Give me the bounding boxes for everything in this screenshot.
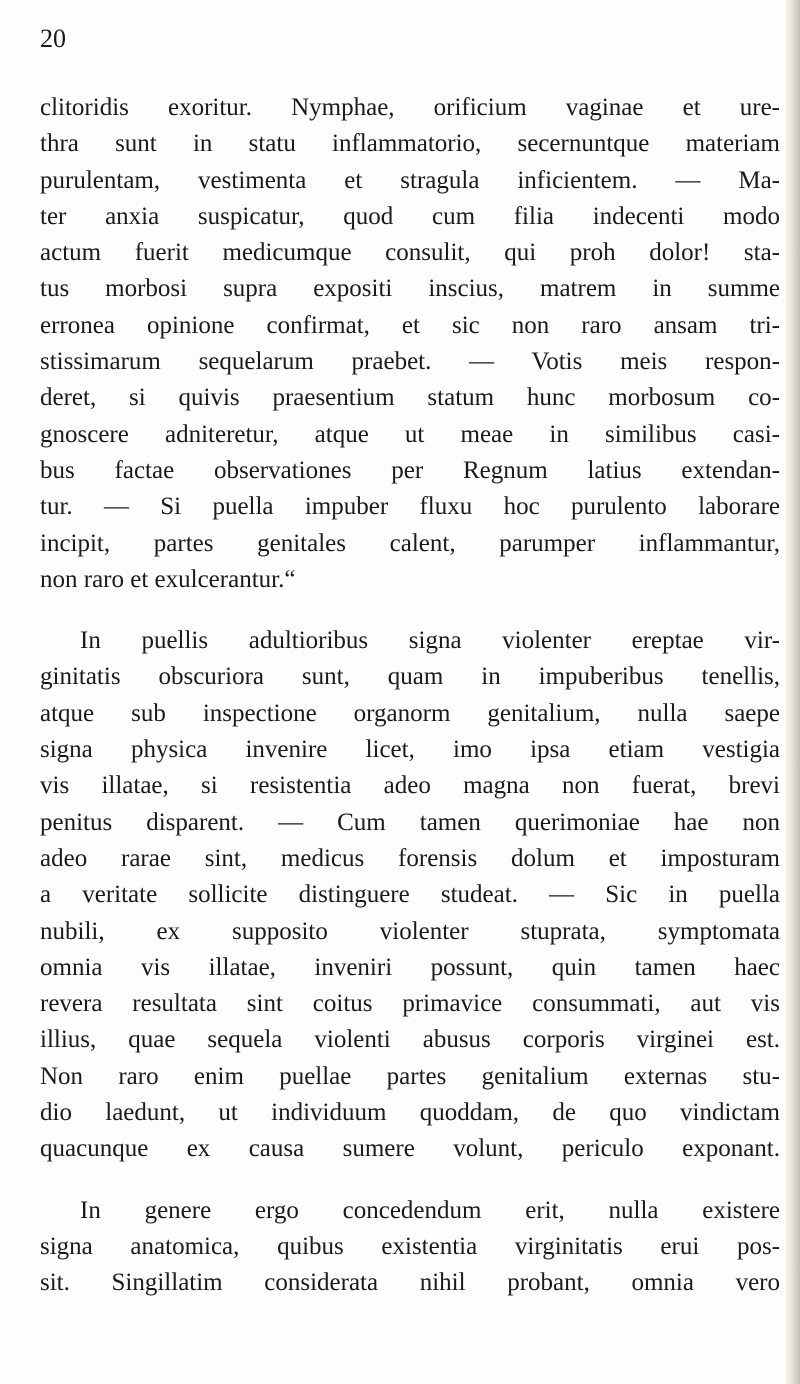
paragraph-1 (40, 90, 780, 598)
text-line: gnoscere adniteretur, atque ut meae in similibus casi- (40, 420, 780, 448)
text-line: dio laedunt, ut individuum quoddam, de quo vindictam (40, 1099, 780, 1127)
body-text (40, 90, 780, 1302)
text-line: ter anxia suspicatur, quod cum filia indecenti modo (40, 202, 780, 230)
text-line: atque sub inspectione organorm genitalium, nulla saepe (40, 699, 780, 727)
text-line: deret, si quivis praesentium statum hunc morbosum co- (40, 384, 780, 412)
text-line: sit. Singillatim considerata nihil probant, omnia vero (40, 1269, 780, 1297)
paragraph-3 (40, 1193, 780, 1302)
text-line: signa physica invenire licet, imo ipsa etiam vestigia (40, 736, 780, 764)
text-line: In puellis adultioribus signa violenter ereptae vir- (80, 627, 780, 655)
text-line: Non raro enim puellae partes genitalium externas stu- (40, 1062, 780, 1090)
page-edge-shadow (786, 0, 800, 1384)
page-number: 20 (40, 24, 66, 53)
text-line: bus factae observationes per Regnum latius extendan- (40, 456, 780, 484)
text-line: tur. — Si puella impuber fluxu hoc purulento laborare (40, 493, 780, 521)
text-line: adeo rarae sint, medicus forensis dolum et imposturam (40, 844, 780, 872)
text-line: penitus disparent. — Cum tamen querimoniae hae non (40, 808, 780, 836)
text-line: illius, quae sequela violenti abusus corporis virginei est. (40, 1026, 780, 1054)
text-line: stissimarum sequelarum praebet. — Votis meis respon- (40, 348, 780, 376)
paragraph-2 (40, 623, 780, 1167)
text-line: actum fuerit medicumque consulit, qui proh dolor! sta- (40, 239, 780, 267)
text-line: purulentam, vestimenta et stragula inficientem. — Ma- (40, 166, 780, 194)
text-line: a veritate sollicite distinguere studeat. — Sic in puella (40, 881, 780, 909)
text-line: omnia vis illatae, inveniri possunt, quin tamen haec (40, 953, 780, 981)
text-line: incipit, partes genitales calent, parumper inflammantur, (40, 529, 780, 557)
text-line: In genere ergo concedendum erit, nulla existere (80, 1196, 780, 1224)
text-line: clitoridis exoritur. Nymphae, orificium vaginae et ure- (40, 94, 780, 121)
text-line: signa anatomica, quibus existentia virginitatis erui pos- (40, 1232, 780, 1260)
text-line: vis illatae, si resistentia adeo magna non fuerat, brevi (40, 772, 780, 800)
text-line: erronea opinione confirmat, et sic non raro ansam tri- (40, 311, 780, 339)
text-line: nubili, ex supposito violenter stuprata, symptomata (40, 917, 780, 945)
text-line: thra sunt in statu inflammatorio, secernuntque materiam (40, 130, 780, 158)
text-line: non raro et exulcerantur.“ (40, 565, 296, 593)
text-line: quacunque ex causa sumere volunt, periculo exponant. (40, 1135, 780, 1163)
text-line: ginitatis obscuriora sunt, quam in impuberibus tenellis, (40, 663, 780, 691)
text-line: tus morbosi supra expositi inscius, matrem in summe (40, 275, 780, 303)
text-line: revera resultata sint coitus primavice consummati, aut vis (40, 990, 780, 1018)
